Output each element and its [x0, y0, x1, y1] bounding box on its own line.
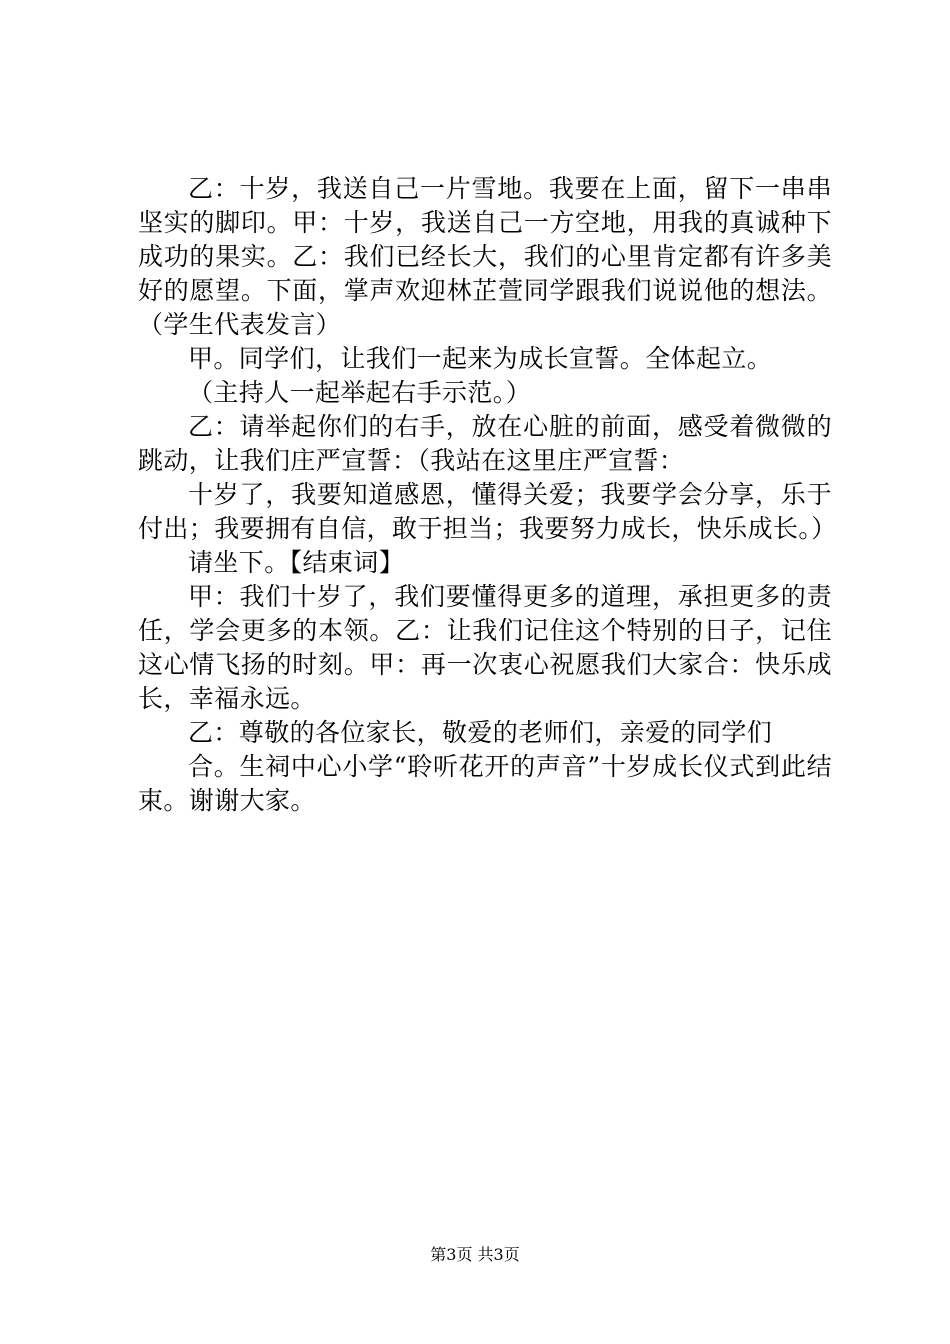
paragraph-9: 合。生祠中心小学“聆听花开的声音”十岁成长仪式到此结束。谢谢大家。	[138, 752, 832, 815]
page-footer	[0, 1244, 950, 1266]
paragraph-6: 请坐下。【结束词】	[188, 548, 405, 577]
document-body	[138, 172, 837, 818]
paragraph-2: 甲。同学们，让我们一起来为成长宣誓。全体起立。	[188, 344, 773, 373]
paragraph-7: 甲：我们十岁了，我们要懂得更多的道理，承担更多的责任，学会更多的本领。乙：让我们记住这个特别的日子，记住这心情飞扬的时刻。甲：再一次衷心祝愿我们大家合：快乐成长，幸福永远。	[138, 582, 832, 713]
paragraph-4: 乙：请举起你们的右手，放在心脏的前面，感受着微微的跳动，让我们庄严宣誓：（我站在这里庄严宣誓：	[138, 412, 832, 475]
paragraph-3: （主持人一起举起右手示范。）	[188, 378, 532, 407]
paragraph-5: 十岁了，我要知道感恩，懂得关爱；我要学会分享，乐于付出；我要拥有自信，敢于担当；我要努力成长，快乐成长。）	[138, 480, 837, 543]
page-number-label: 第3页 共3页	[430, 1245, 520, 1264]
paragraph-8: 乙：尊敬的各位家长，敬爱的老师们，亲爱的同学们	[188, 718, 773, 747]
paragraph-1: 乙：十岁，我送自己一片雪地。我要在上面，留下一串串坚实的脚印。甲：十岁，我送自己一方空地，用我的真诚种下成功的果实。乙：我们已经长大，我们的心里肯定都有许多美好的愿望。下面，掌声欢迎林芷萱同学跟我们说说他的想法。（学生代表发言）	[138, 174, 832, 339]
